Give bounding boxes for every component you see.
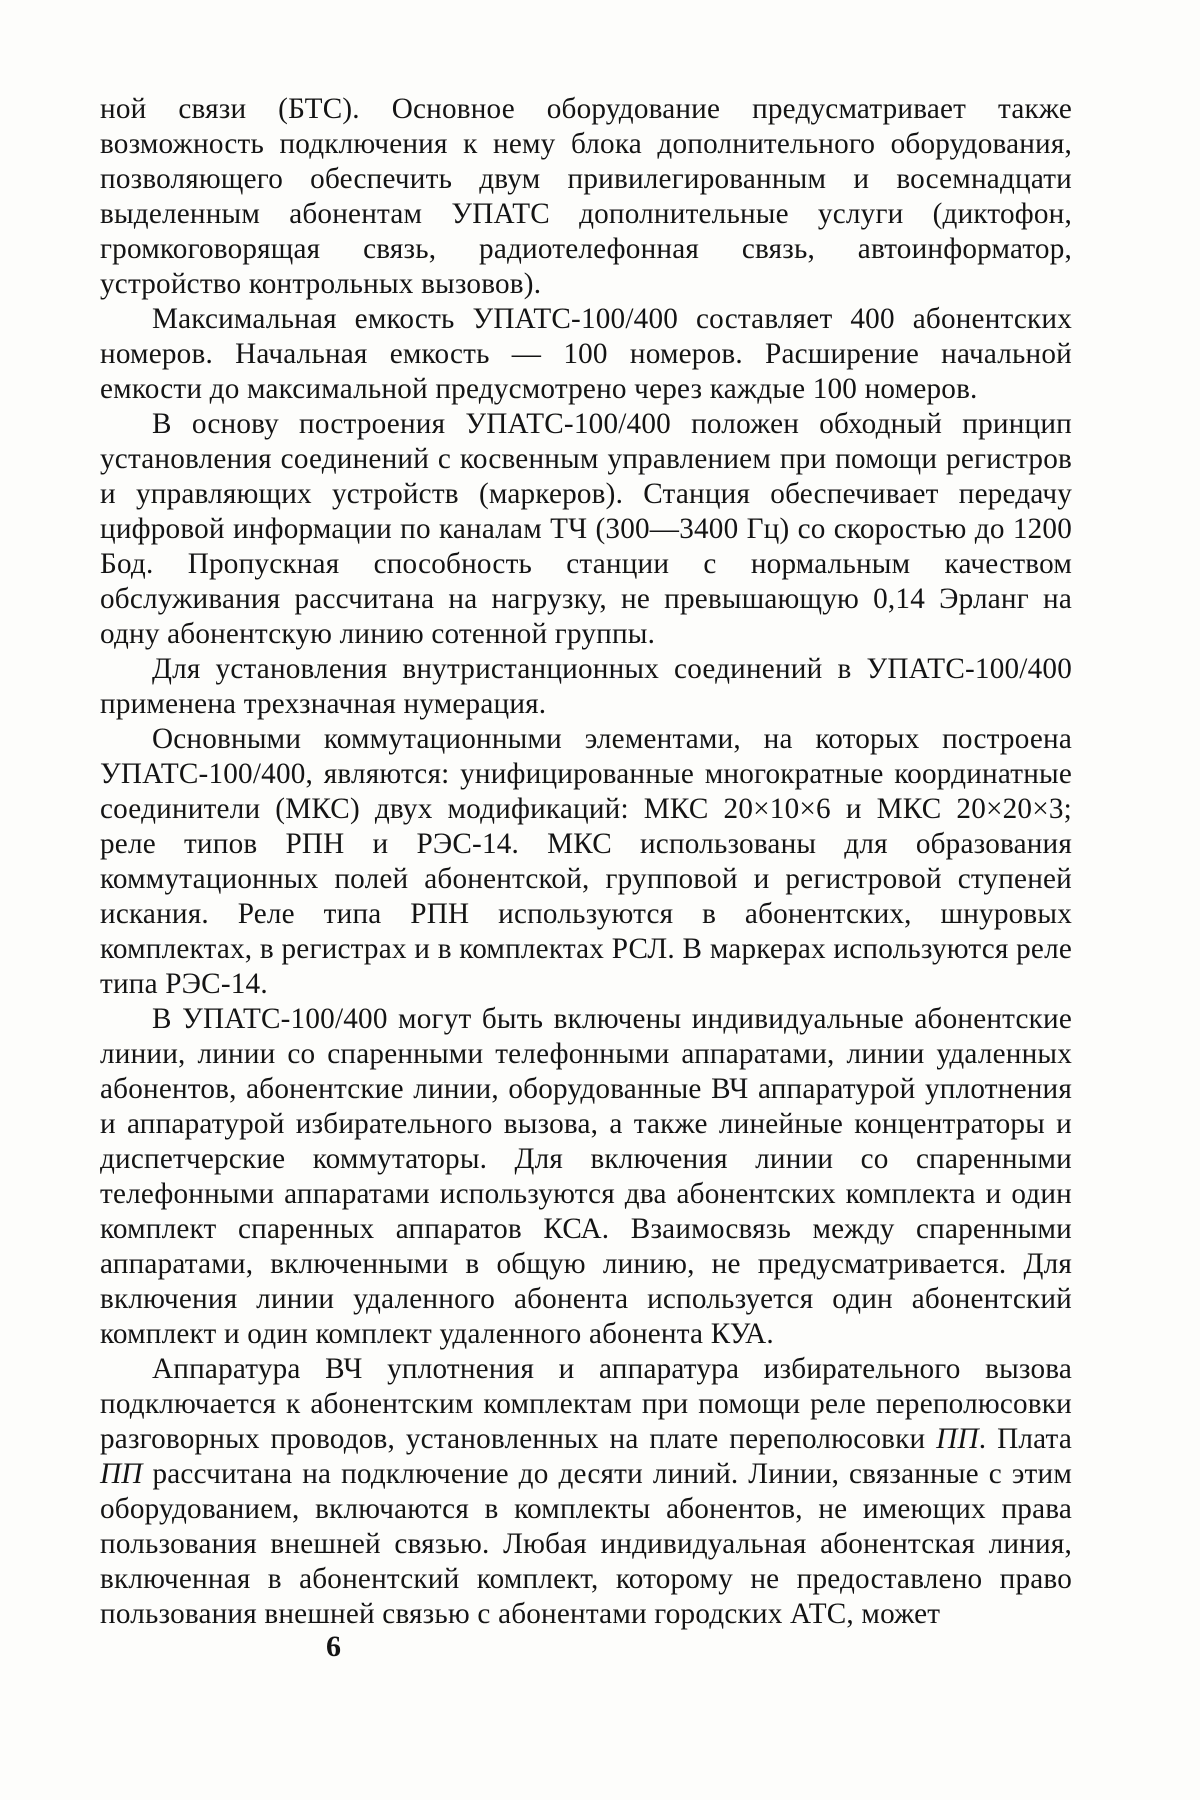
- paragraph-7: [100, 1352, 1072, 1632]
- board-abbrev-1: ПП: [936, 1423, 979, 1455]
- paragraph-3: В основу построения УПАТС-100/400 положен обходный принцип установления соединений с косвенным управлением при помощи регистров и управляющих устройств (маркеров). Станция обеспечивает передачу цифровой информации по каналам ТЧ (300—3400 Гц) со скоростью до 1200 Бод. Пропускная способность станции с нормальным качеством обслуживания рассчитана на нагрузку, не превышающую 0,14 Эрланг на одну абонентскую линию сотенной группы.: [100, 408, 1072, 650]
- paragraph-7-part-2: . Плата: [978, 1423, 1072, 1455]
- page-number: 6: [326, 1630, 341, 1663]
- body-text: [100, 92, 1072, 1632]
- paragraph-7-part-1: Аппаратура ВЧ уплотнения и аппаратура избирательного вызова подключается к абонентским комплектам при помощи реле переполюсовки разговорных проводов, установленных на плате переполюсовки: [100, 1353, 1072, 1455]
- paragraph-2: Максимальная емкость УПАТС-100/400 составляет 400 абонентских номеров. Начальная емкость — 100 номеров. Расширение начальной емкости до максимальной предусмотрено через каждые 100 номеров.: [100, 303, 1072, 405]
- board-abbrev-2: ПП: [100, 1458, 143, 1490]
- paragraph-1: ной связи (БТС). Основное оборудование предусматривает также возможность подключения к нему блока дополнительного оборудования, позволяющего обеспечить двум привилегированным и восемнадцати выделенным абонентам УПАТС дополнительные услуги (диктофон, громкоговорящая связь, радиотелефонная связь, автоинформатор, устройство контрольных вызовов).: [100, 93, 1072, 300]
- paragraph-6: В УПАТС-100/400 могут быть включены индивидуальные абонентские линии, линии со спаренными телефонными аппаратами, линии удаленных абонентов, абонентские линии, оборудованные ВЧ аппаратурой уплотнения и аппаратурой избирательного вызова, а также линейные концентраторы и диспетчерские коммутаторы. Для включения линии со спаренными телефонными аппаратами используются два абонентских комплекта и один комплект спаренных аппаратов КСА. Взаимосвязь между спаренными аппаратами, включенными в общую линию, не предусматривается. Для включения линии удаленного абонента используется один абонентский комплект и один комплект удаленного абонента КУА.: [100, 1003, 1072, 1350]
- paragraph-4: Для установления внутристанционных соединений в УПАТС-100/400 применена трехзначная нумерация.: [100, 653, 1072, 720]
- paragraph-5: Основными коммутационными элементами, на которых построена УПАТС-100/400, являются: унифицированные многократные координатные соединители (МКС) двух модификаций: МКС 20×10×6 и МКС 20×20×3; реле типов РПН и РЭС-14. МКС использованы для образования коммутационных полей абонентской, групповой и регистровой ступеней искания. Реле типа РПН используются в абонентских, шнуровых комплектах, в регистрах и в комплектах РСЛ. В маркерах используются реле типа РЭС-14.: [100, 723, 1072, 1000]
- paragraph-7-part-3: рассчитана на подключение до десяти линий. Линии, связанные с этим оборудованием, включаются в комплекты абонентов, не имеющих права пользования внешней связью. Любая индивидуальная абонентская линия, включенная в абонентский комплект, которому не предоставлено право пользования внешней связью с абонентами городских АТС, может: [100, 1458, 1072, 1630]
